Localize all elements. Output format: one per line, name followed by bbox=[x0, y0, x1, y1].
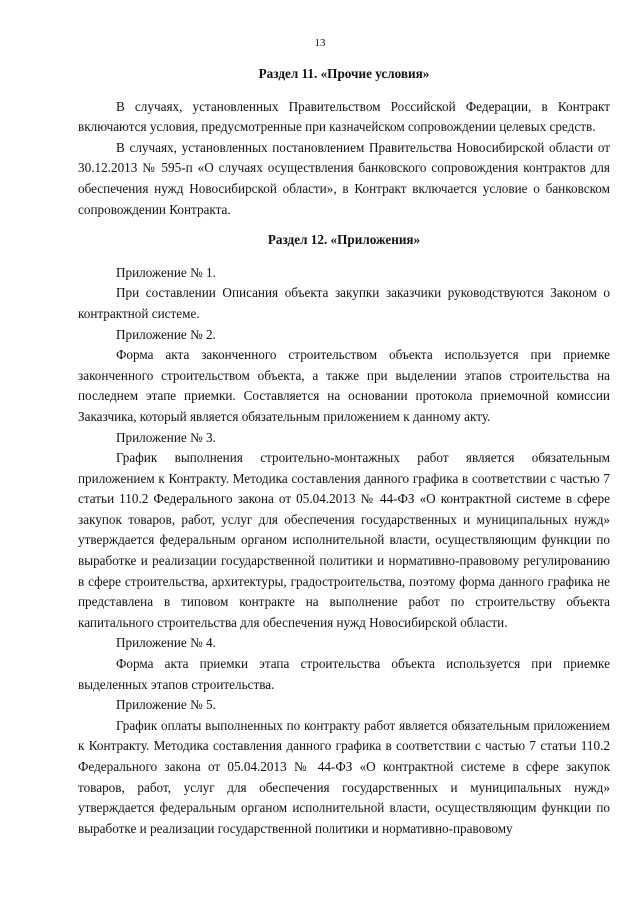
document-body bbox=[78, 64, 610, 839]
appendix-heading-3: Приложение № 3. bbox=[116, 429, 216, 445]
paragraph: В случаях, установленных постановлением Правительства Новосибирской области от 30.12.2013 № 595-п «О случаях осуществления банковского сопровождения контрактов для обеспечения нужд Новосибирской области», в Контракт включается условие о банковском сопровождении Контракта. bbox=[78, 139, 610, 217]
paragraph: График выполнения строительно-монтажных работ является обязательным приложением к Контракту. Методика составления данного графика в соответствии с частью 7 статьи 110.2 Федерального закона от 05.04.2013 № 44-ФЗ «О контрактной системе в сфере закупок товаров, работ, услуг для обеспечения государственных и муниципальных нужд» утверждается федеральным органом исполнительной власти, осуществляющим функции по выработке и реализации государственной политики и нормативно-правовому регулированию в сфере строительства, архитектуры, градостроительства, поэтому форма данного графика не представлена в типовом контракте на выполнение работ по строительству объекта капитального строительства для обеспечения нужд Новосибирской области. bbox=[78, 450, 610, 630]
section-11-title: Раздел 11. «Прочие условия» bbox=[258, 66, 430, 81]
appendix-heading-4: Приложение № 4. bbox=[116, 635, 216, 651]
appendix-heading-1: Приложение № 1. bbox=[116, 264, 216, 280]
section-11-body bbox=[78, 97, 610, 221]
paragraph: Форма акта приемки этапа строительства объекта используется при приемке выделенных этапов строительства. bbox=[78, 656, 610, 692]
paragraph: При составлении Описания объекта закупки заказчики руководствуются Законом о контрактной системе. bbox=[78, 285, 610, 321]
paragraph: График оплаты выполненных по контракту работ является обязательным приложением к Контракту. Методика составления данного графика в соответствии с частью 7 статьи 110.2 Федерального закона от 05.04.2013 № 44-ФЗ «О контрактной системе в сфере закупок товаров, работ, услуг для обеспечения государственных и муниципальных нужд» утверждается федеральным органом исполнительной власти, осуществляющим функции по выработке и реализации государственной политики и нормативно-правовому bbox=[78, 717, 610, 836]
section-12-body bbox=[78, 263, 610, 840]
section-12-title: Раздел 12. «Приложения» bbox=[267, 232, 421, 248]
paragraph: В случаях, установленных Правительством Российской Федерации, в Контракт включаются условия, предусмотренные при казначейском сопровождении целевых средств. bbox=[78, 98, 610, 135]
appendix-heading-2: Приложение № 2. bbox=[116, 326, 216, 342]
paragraph: Форма акта законченного строительством объекта используется при приемке законченного строительством объекта, а также при выделении этапов строительства на последнем этапе приемки. Составляется на основании протокола приемочной комиссии Заказчика, который является обязательным приложением к данному акту. bbox=[78, 347, 610, 424]
appendix-heading-5: Приложение № 5. bbox=[116, 697, 216, 713]
page-number: 13 bbox=[314, 37, 326, 49]
